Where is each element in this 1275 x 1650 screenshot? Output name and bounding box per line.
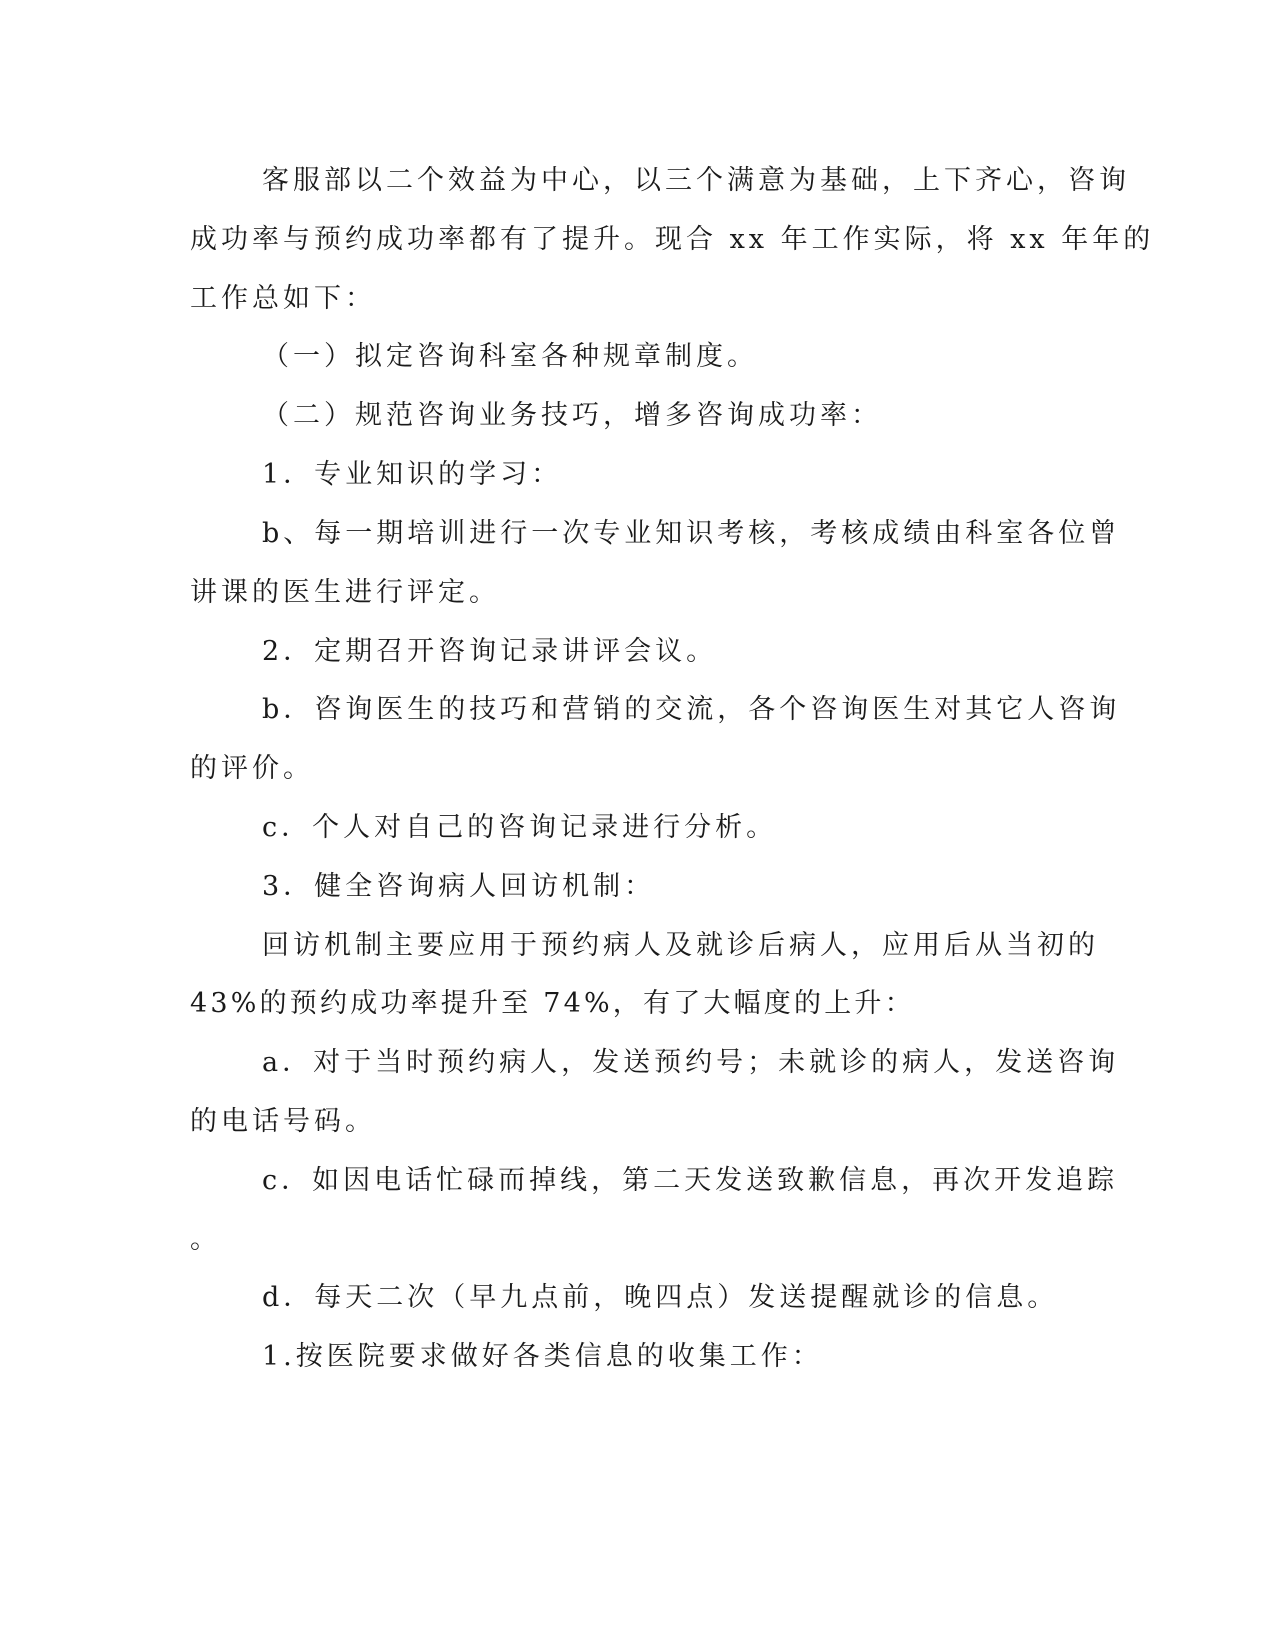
list-item-3c-line-2: 。 — [190, 1224, 221, 1255]
list-item-3a-line-1: a．对于当时预约病人，发送预约号；未就诊的病人，发送咨询 — [262, 1047, 1120, 1078]
paragraph-intro-line-1: 客服部以二个效益为中心，以三个满意为基础，上下齐心，咨询 — [262, 165, 1130, 196]
paragraph-followup-line-2: 43%的预约成功率提升至 74%，有了大幅度的上升： — [190, 988, 915, 1019]
paragraph-intro-line-3: 工作总如下： — [190, 283, 376, 314]
section-heading-2: （二）规范咨询业务技巧，增多咨询成功率： — [262, 400, 882, 431]
list-item-1: 1．专业知识的学习： — [262, 459, 563, 490]
list-item-1b-line-1: b、每一期培训进行一次专业知识考核，考核成绩由科室各位曾 — [262, 518, 1121, 549]
list-item-3d: d．每天二次（早九点前，晚四点）发送提醒就诊的信息。 — [262, 1282, 1059, 1313]
list-item-2b-line-2: 的评价。 — [190, 753, 314, 784]
list-item-2c: c．个人对自己的咨询记录进行分析。 — [262, 812, 778, 843]
section-heading-1: （一）拟定咨询科室各种规章制度。 — [262, 341, 758, 372]
list-item-3c-line-1: c．如因电话忙碌而掉线，第二天发送致歉信息，再次开发追踪 — [262, 1165, 1119, 1196]
list-item-2: 2．定期召开咨询记录讲评会议。 — [262, 636, 718, 667]
list-item-3: 3．健全咨询病人回访机制： — [262, 871, 656, 902]
paragraph-followup-line-1: 回访机制主要应用于预约病人及就诊后病人，应用后从当初的 — [262, 930, 1099, 961]
list-item-3a-line-2: 的电话号码。 — [190, 1106, 376, 1137]
list-item-2b-line-1: b．咨询医生的技巧和营销的交流，各个咨询医生对其它人咨询 — [262, 694, 1121, 725]
list-item-next-1: 1.按医院要求做好各类信息的收集工作： — [262, 1341, 823, 1372]
list-item-1b-line-2: 讲课的医生进行评定。 — [190, 577, 500, 608]
paragraph-intro-line-2: 成功率与预约成功率都有了提升。现合 xx 年工作实际，将 xx 年年的 — [190, 224, 1155, 255]
